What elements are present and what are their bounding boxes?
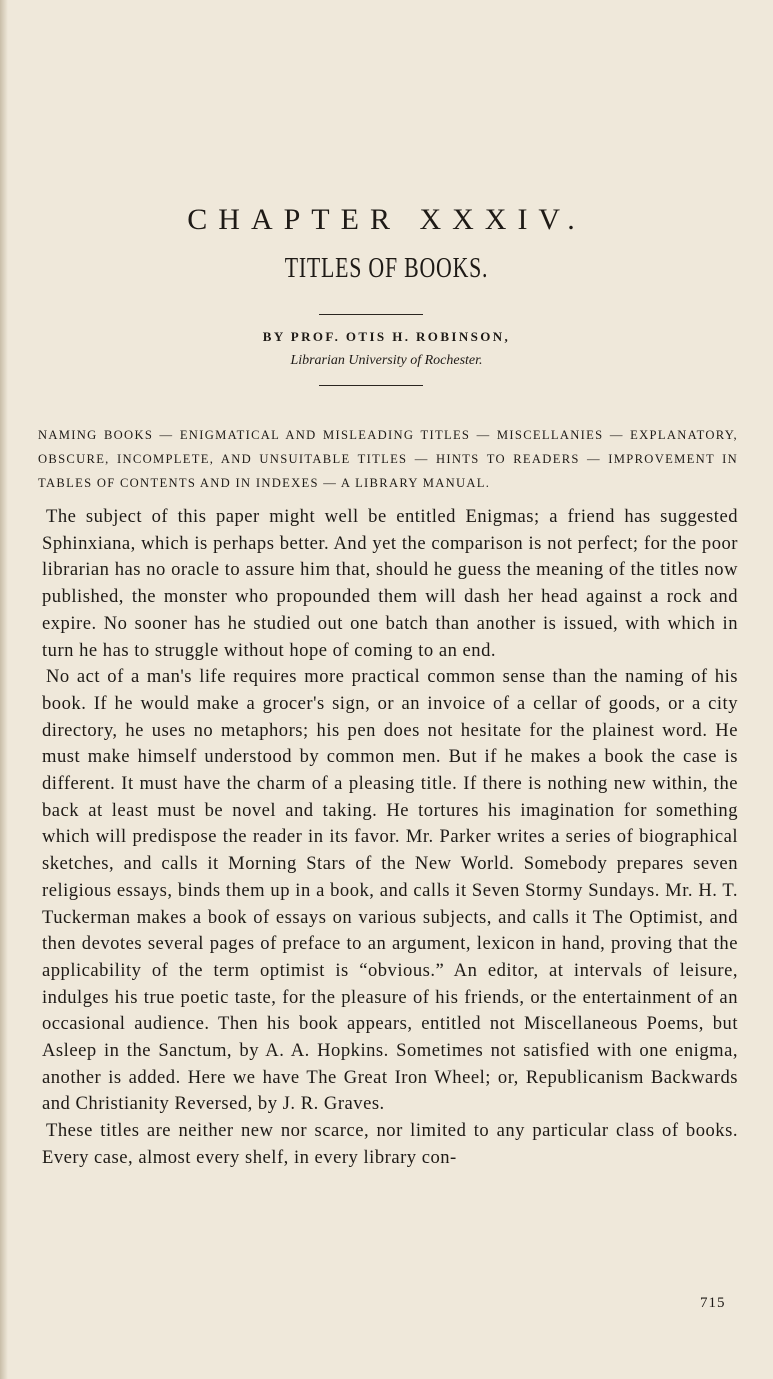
chapter-heading: CHAPTER XXXIV. xyxy=(187,203,586,236)
paragraph: These titles are neither new nor scarce, nor limited to any particular class of books. Every case, almost every shelf, in every library con- xyxy=(42,1120,738,1168)
chapter-synopsis: NAMING BOOKS — ENIGMATICAL AND MISLEADING TITLES — MISCELLANIES — EXPLANATORY, OBSCURE, INCOMPLETE, AND UNSUITABLE TITLES — HINTS TO READERS — IMPROVEMENT IN TABLES OF CONTENTS AND IN INDEXES — A LIBRARY MANUAL. xyxy=(38,428,738,490)
paragraph: The subject of this paper might well be entitled Enigmas; a friend has suggested Sphinxiana, which is perhaps better. And yet the comparison is not perfect; for the poor librarian has no oracle to assure him that, should he guess the meaning of the titles now published, the monster who propounded them will dash her head against a rock and expire. No sooner has he studied out one batch than another is issued, with which in turn he has to struggle without hope of coming to an end. xyxy=(42,506,738,661)
chapter-title: TITLES OF BOOKS. xyxy=(284,253,489,284)
divider-rule xyxy=(319,385,423,386)
page-number: 715 xyxy=(700,1295,726,1311)
author-byline: BY PROF. OTIS H. ROBINSON, xyxy=(262,329,511,344)
divider-rule xyxy=(319,314,423,315)
body-text xyxy=(42,504,738,1172)
paragraph: No act of a man's life requires more practical common sense than the naming of his book. If he would make a grocer's sign, or an invoice of a cellar of goods, or a city directory, he uses no metaphors; his pen does not hesitate for the plainest word. He must make himself understood by common men. But if he makes a book the case is different. It must have the charm of a pleasing title. If there is nothing new within, the back at least must be novel and taking. He tortures his imagination for something which will predispose the reader in its favor. Mr. Parker writes a series of biographical sketches, and calls it Morning Stars of the New World. Somebody prepares seven religious essays, binds them up in a book, and calls it Seven Stormy Sundays. Mr. H. T. Tuckerman makes a book of essays on various subjects, and calls it The Optimist, and then devotes several pages of preface to an argument, lexicon in hand, proving that the applicability of the term optimist is “obvious.” An editor, at intervals of leisure, indulges his true poetic taste, for the pleasure of his friends, or the entertainment of an occasional audience. Then his book appears, entitled not Miscellaneous Poems, but Asleep in the Sanctum, by A. A. Hopkins. Sometimes not satisfied with one enigma, another is added. Here we have The Great Iron Wheel; or, Republicanism Backwards and Christianity Reversed, by J. R. Graves. xyxy=(42,666,738,1115)
author-affiliation: Librarian University of Rochester. xyxy=(290,353,483,368)
